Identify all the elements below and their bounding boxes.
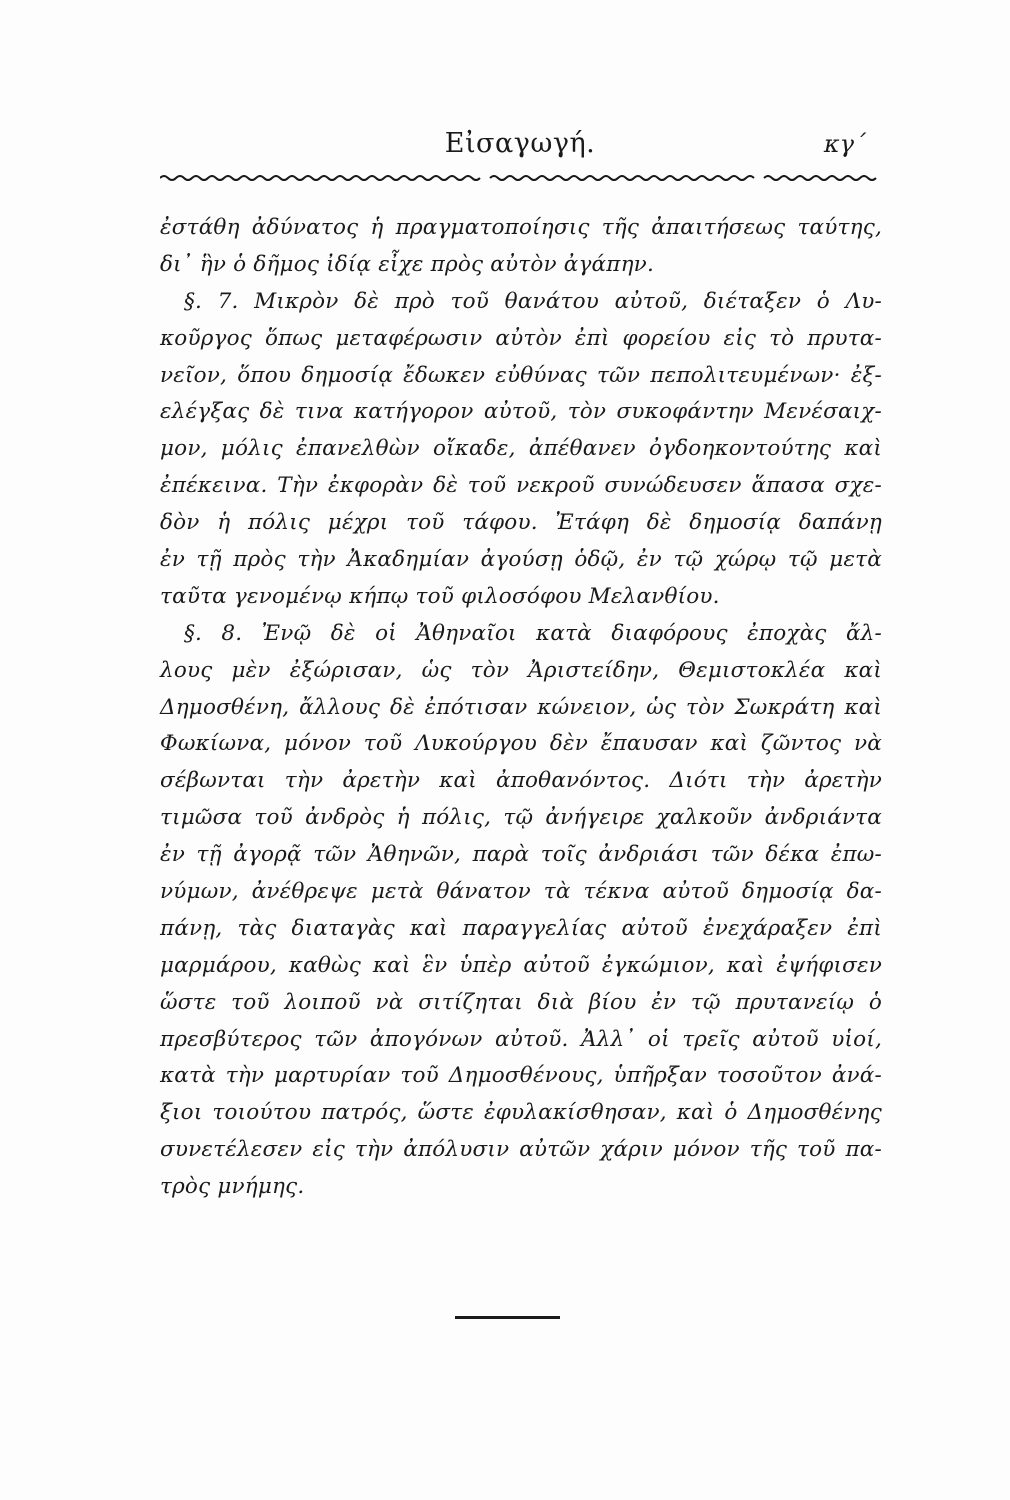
text-line: μαρμάρου, καθὼς καὶ ἓν ὑπὲρ αὐτοῦ ἐγκώμιον, καὶ ἐψήφισεν [160,952,882,978]
text-line: ἐστάθη ἀδύνατος ἡ πραγματοποίησις τῆς ἀπαιτήσεως ταύτης, [160,215,882,240]
text-line: ἐν τῇ πρὸς τὴν Ἀκαδημίαν ἀγούσῃ ὁδῷ, ἐν τῷ χώρῳ τῷ μετὰ [160,547,882,573]
body-text [160,210,882,1206]
text-line: συνετέλεσεν εἰς τὴν ἀπόλυσιν αὐτῶν χάριν μόνον τῆς τοῦ πα- [160,1137,882,1163]
text-line: δι᾽ ἣν ὁ δῆμος ἰδίᾳ εἶχε πρὸς αὐτὸν ἀγάπην. [160,251,654,277]
text-line: ἐπέκεινα. Τὴν ἐκφορὰν δὲ τοῦ νεκροῦ συνώδευσεν ἅπασα σχε- [160,473,882,499]
text-line: κοῦργος ὅπως μεταφέρωσιν αὐτὸν ἐπὶ φορείου εἰς τὸ πρυτα- [160,325,882,351]
text-line: ἐν τῇ ἀγορᾷ τῶν Ἀθηνῶν, παρὰ τοῖς ἀνδριάσι τῶν δέκα ἐπω- [160,842,882,868]
running-title: Εἰσαγωγή. [444,128,596,159]
text-line: πρεσβύτερος τῶν ἀπογόνων αὐτοῦ. Ἀλλ᾽ οἱ τρεῖς αὐτοῦ υἱοί, [160,1026,882,1052]
text-line: ελέγξας δὲ τινα κατήγορον αὐτοῦ, τὸν συκοφάντην Μενέσαιχ- [160,399,882,425]
text-line: δὸν ἡ πόλις μέχρι τοῦ τάφου. Ἐτάφη δὲ δημοσίᾳ δαπάνῃ [160,510,882,536]
text-line: Δημοσθένη, ἄλλους δὲ ἐπότισαν κώνειον, ὡς τὸν Σωκράτη καὶ [160,694,882,720]
section-7-start: §. 7. Μικρὸν δὲ πρὸ τοῦ θανάτου αὐτοῦ, διέταξεν ὁ Λυ- [184,288,882,314]
text-line: μον, μόλις ἐπανελθὼν οἴκαδε, ἀπέθανεν ὀγδοηκοντούτης καὶ [160,436,882,462]
text-line: τρὸς μνήμης. [160,1174,305,1200]
text-line: λους μὲν ἐξώρισαν, ὡς τὸν Ἀριστείδην, Θεμιστοκλέα καὶ [160,657,882,683]
text-line: κατὰ τὴν μαρτυρίαν τοῦ Δημοσθένους, ὑπῆρξαν τοσοῦτον ἀνά- [160,1063,882,1089]
text-line: τιμῶσα τοῦ ἀνδρὸς ἡ πόλις, τῷ ἀνήγειρε χαλκοῦν ἀνδριάντα [160,805,882,831]
text-line: νεῖον, ὅπου δημοσίᾳ ἔδωκεν εὐθύνας τῶν πεπολιτευμένων· ἐξ- [160,362,882,388]
end-rule [455,1316,560,1319]
text-line: σέβωνται τὴν ἀρετὴν καὶ ἀποθανόντος. Διότι τὴν ἀρετὴν [160,768,882,794]
text-line: Φωκίωνα, μόνον τοῦ Λυκούργου δὲν ἔπαυσαν καὶ ζῶντος νὰ [160,731,882,757]
text-line: ξιοι τοιούτου πατρός, ὥστε ἐφυλακίσθησαν, καὶ ὁ Δημοσθένης [160,1100,882,1126]
section-8-start: §. 8. Ἐνῷ δὲ οἱ Ἀθηναῖοι κατὰ διαφόρους ἐποχὰς ἄλ- [184,620,882,646]
text-line: πάνῃ, τὰς διαταγὰς καὶ παραγγελίας αὐτοῦ ἐνεχάραξεν ἐπὶ [160,915,882,941]
header-wavy-rule [160,172,880,184]
text-line: ὥστε τοῦ λοιποῦ νὰ σιτίζηται διὰ βίου ἐν τῷ πρυτανείῳ ὁ [160,989,882,1015]
running-head [160,128,880,168]
text-line: ταῦτα γενομένῳ κήπῳ τοῦ φιλοσόφου Μελανθίου. [160,583,720,609]
page-number: κγ΄ [823,130,866,158]
text-line: νύμων, ἀνέθρεψε μετὰ θάνατον τὰ τέκνα αὐτοῦ δημοσίᾳ δα- [160,879,882,905]
